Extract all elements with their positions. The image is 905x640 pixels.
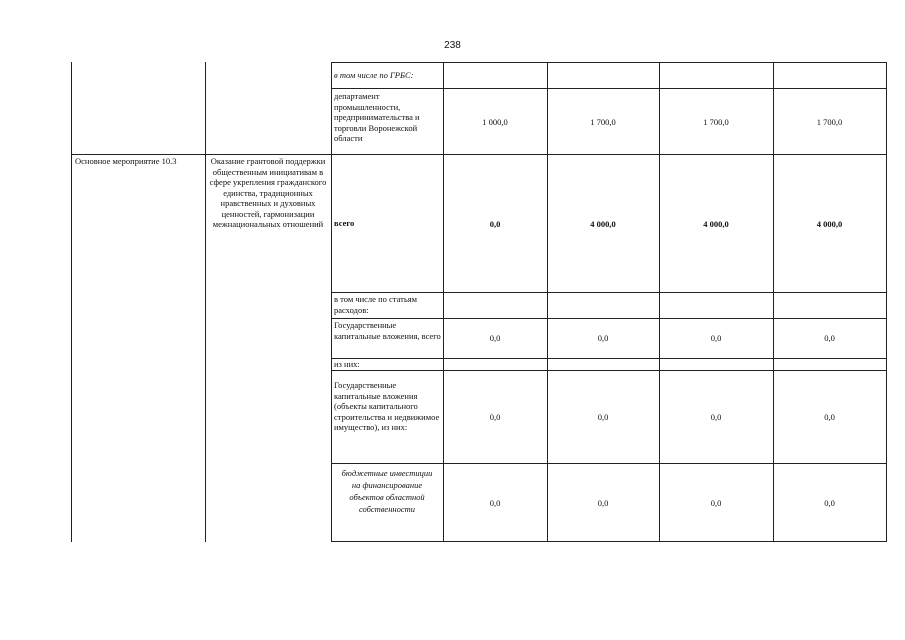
table-border-right: [886, 62, 887, 542]
table-row-line: [331, 541, 887, 542]
table-row-line: [331, 88, 887, 89]
row-capital-objects-value: 0,0: [824, 412, 835, 422]
row-budget-invest-value: 0,0: [824, 498, 835, 508]
row-by-items-label: в том числе по статьям расходов:: [334, 294, 418, 315]
table-divider: [659, 62, 660, 542]
table-border-left: [71, 62, 72, 542]
row-total-value: 4 000,0: [590, 219, 616, 229]
row-dept-value: 1 700,0: [703, 117, 729, 127]
row-total-value: 4 000,0: [703, 219, 729, 229]
table-divider: [205, 62, 206, 542]
row-dept-value: 1 700,0: [816, 117, 843, 127]
table-divider: [547, 62, 548, 542]
table-row-line: [331, 370, 887, 371]
row-capital-objects-value: 0,0: [489, 412, 501, 422]
event-code: Основное мероприятие 10.3: [75, 156, 177, 166]
row-dept-value: 1 000,0: [482, 117, 508, 127]
row-capital-objects-label: Государственные капитальные вложения (объекты капитального строительства и недвижимое имущество), из них:: [334, 380, 440, 432]
row-capital-value: 0,0: [824, 333, 835, 343]
table-row-line: [331, 292, 887, 293]
row-total-value: 0,0: [489, 219, 501, 229]
row-total-value: 4 000,0: [816, 219, 843, 229]
table-divider: [773, 62, 774, 542]
table-row-line: [331, 463, 887, 464]
row-of-them-label: из них:: [334, 359, 360, 369]
table-row-line: [331, 318, 887, 319]
row-total-label: всего: [334, 218, 355, 228]
table-row-line: [71, 154, 887, 155]
row-dept-label: департамент промышленности, предпринимательства и торговли Воронежской области: [334, 91, 420, 143]
row-capital-value: 0,0: [597, 333, 609, 343]
row-budget-invest-value: 0,0: [710, 498, 722, 508]
table-divider: [331, 62, 332, 542]
event-name: Оказание грантовой поддержки общественным инициативам в сфере укрепления гражданского единства, традиционных нравственных и духовных ценностей, гармонизации межнациональных отношений: [209, 156, 327, 229]
row-capital-label: Государственные капитальные вложения, всего: [334, 320, 441, 341]
page-number: 238: [444, 40, 461, 51]
row-budget-invest-value: 0,0: [489, 498, 501, 508]
row-capital-value: 0,0: [489, 333, 501, 343]
row-capital-objects-value: 0,0: [597, 412, 609, 422]
row-capital-objects-value: 0,0: [710, 412, 722, 422]
row-capital-value: 0,0: [710, 333, 722, 343]
row-grbs-label: в том числе по ГРБС:: [334, 70, 414, 80]
row-budget-invest-value: 0,0: [597, 498, 609, 508]
table-row-line: [331, 62, 887, 63]
row-budget-invest-label: бюджетные инвестиции на финансирование объектов областной собственности: [341, 468, 433, 514]
row-dept-value: 1 700,0: [590, 117, 616, 127]
